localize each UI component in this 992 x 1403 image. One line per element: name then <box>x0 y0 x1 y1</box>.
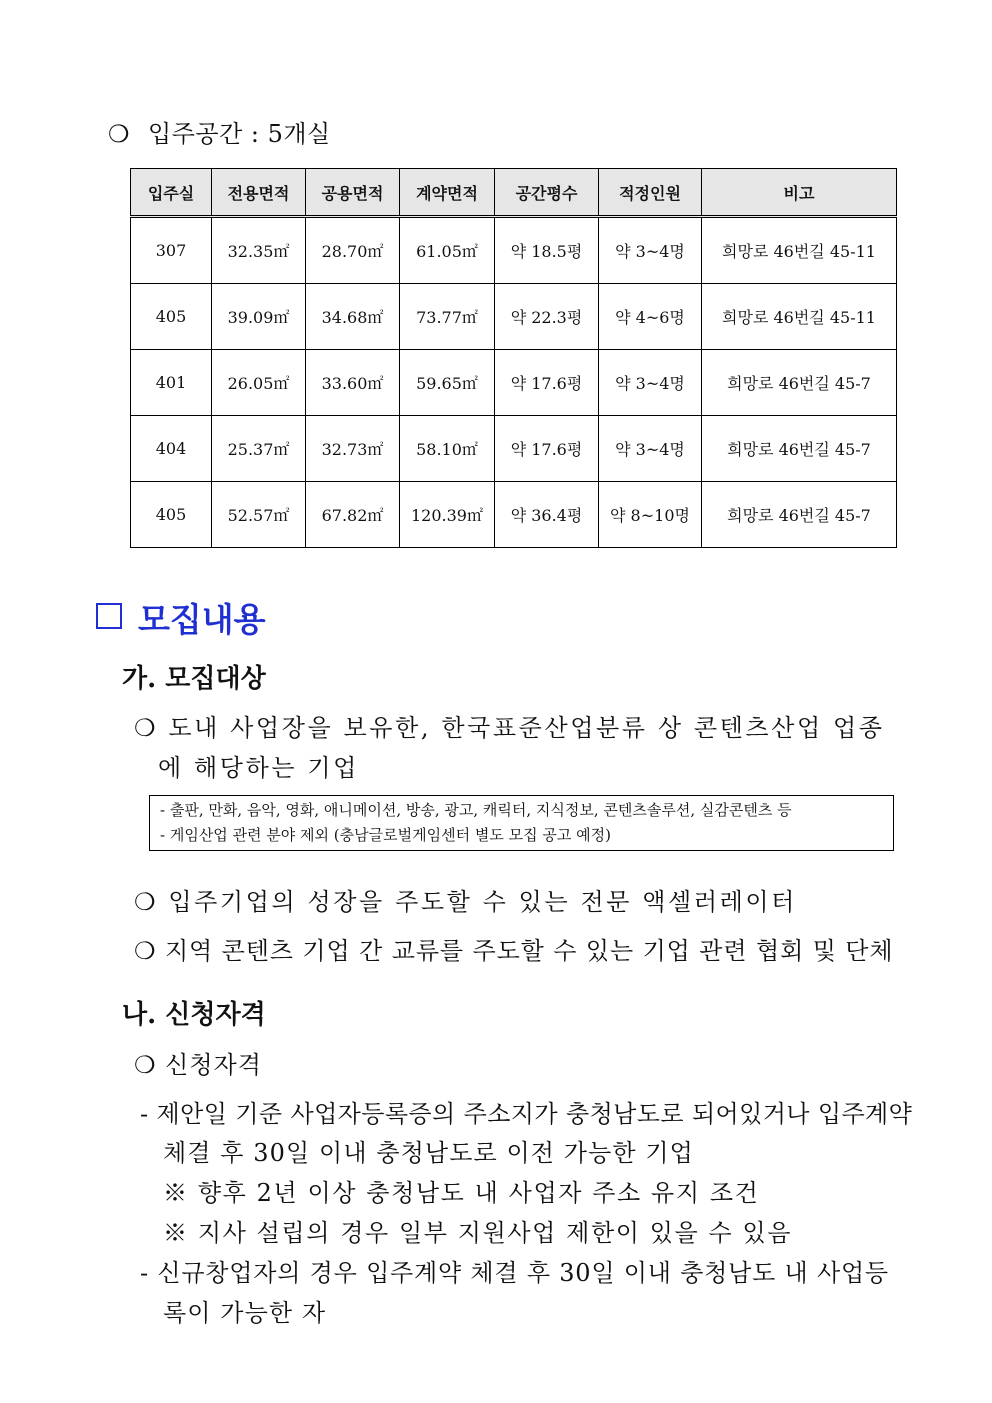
target-item-1 <box>134 708 894 743</box>
cell-contract-area: 61.05㎡ <box>400 217 495 284</box>
cell-common-area: 67.82㎡ <box>306 482 400 548</box>
cell-capacity: 약 3~4명 <box>599 350 702 416</box>
square-bullet-icon <box>96 603 122 629</box>
space-summary-text: 입주공간 : 5개실 <box>148 120 331 148</box>
table-header-row <box>131 169 897 217</box>
cell-room: 405 <box>131 284 212 350</box>
header-remarks: 비고 <box>702 169 897 217</box>
cell-room: 405 <box>131 482 212 548</box>
cell-capacity: 약 8~10명 <box>599 482 702 548</box>
cell-exclusive-area: 32.35㎡ <box>212 217 306 284</box>
eligibility-dash-1-line-2: 체결 후 30일 이내 충청남도로 이전 가능한 기업 <box>163 1139 694 1167</box>
industry-note-box <box>149 795 894 851</box>
cell-contract-area: 120.39㎡ <box>400 482 495 548</box>
table-row <box>131 284 897 350</box>
header-exclusive-area: 전용면적 <box>212 169 306 217</box>
eligibility-note-1: ※ 향후 2년 이상 충청남도 내 사업자 주소 유지 조건 <box>163 1179 760 1207</box>
circle-bullet-icon: ❍ <box>108 120 131 148</box>
cell-pyeong: 약 17.6평 <box>495 416 599 482</box>
cell-capacity: 약 3~4명 <box>599 416 702 482</box>
eligibility-heading: 나. 신청자격 <box>122 1000 266 1030</box>
cell-room: 307 <box>131 217 212 284</box>
rooms-table <box>130 168 897 548</box>
cell-room: 404 <box>131 416 212 482</box>
cell-remarks: 희망로 46번길 45-7 <box>702 350 897 416</box>
eligibility-dash-1-line-1: - 제안일 기준 사업자등록증의 주소지가 충청남도로 되어있거나 입주계약 <box>140 1100 913 1128</box>
cell-pyeong: 약 18.5평 <box>495 217 599 284</box>
target-item-2: ❍ 입주기업의 성장을 주도할 수 있는 전문 액셀러레이터 <box>134 888 797 916</box>
table-row <box>131 217 897 284</box>
cell-exclusive-area: 39.09㎡ <box>212 284 306 350</box>
cell-capacity: 약 3~4명 <box>599 217 702 284</box>
cell-contract-area: 59.65㎡ <box>400 350 495 416</box>
cell-contract-area: 58.10㎡ <box>400 416 495 482</box>
cell-common-area: 34.68㎡ <box>306 284 400 350</box>
cell-pyeong: 약 22.3평 <box>495 284 599 350</box>
cell-pyeong: 약 17.6평 <box>495 350 599 416</box>
target-item-1-line-2: 에 해당하는 기업 <box>158 754 359 782</box>
header-pyeong: 공간평수 <box>495 169 599 217</box>
eligibility-dash-2-line-2: 록이 가능한 자 <box>163 1299 327 1327</box>
space-summary <box>108 114 331 149</box>
table-row <box>131 482 897 548</box>
cell-remarks: 희망로 46번길 45-7 <box>702 482 897 548</box>
cell-remarks: 희망로 46번길 45-7 <box>702 416 897 482</box>
eligibility-item: ❍ 신청자격 <box>134 1051 262 1079</box>
cell-exclusive-area: 52.57㎡ <box>212 482 306 548</box>
cell-contract-area: 73.77㎡ <box>400 284 495 350</box>
eligibility-note-2: ※ 지사 설립의 경우 일부 지원사업 제한이 있을 수 있음 <box>163 1219 793 1247</box>
cell-common-area: 33.60㎡ <box>306 350 400 416</box>
cell-remarks: 희망로 46번길 45-11 <box>702 284 897 350</box>
target-item-3: ❍ 지역 콘텐츠 기업 간 교류를 주도할 수 있는 기업 관련 협회 및 단체 <box>134 937 894 965</box>
cell-pyeong: 약 36.4평 <box>495 482 599 548</box>
eligibility-dash-2-line-1: - 신규창업자의 경우 입주계약 체결 후 30일 이내 충청남도 내 사업등 <box>140 1259 889 1287</box>
section-title-text: 모집내용 <box>138 600 266 639</box>
table-row <box>131 416 897 482</box>
cell-exclusive-area: 26.05㎡ <box>212 350 306 416</box>
table-row <box>131 350 897 416</box>
cell-exclusive-area: 25.37㎡ <box>212 416 306 482</box>
industry-note-line-1: - 출판, 만화, 음악, 영화, 애니메이션, 방송, 광고, 캐릭터, 지식정보, 콘텐츠솔루션, 실감콘텐츠 등 <box>160 801 792 819</box>
cell-capacity: 약 4~6명 <box>599 284 702 350</box>
cell-common-area: 32.73㎡ <box>306 416 400 482</box>
industry-note-line-2: - 게임산업 관련 분야 제외 (충남글로벌게임센터 별도 모집 공고 예정) <box>160 826 611 844</box>
header-room: 입주실 <box>131 169 212 217</box>
header-capacity: 적정인원 <box>599 169 702 217</box>
section-title <box>96 594 266 641</box>
cell-remarks: 희망로 46번길 45-11 <box>702 217 897 284</box>
cell-common-area: 28.70㎡ <box>306 217 400 284</box>
header-common-area: 공용면적 <box>306 169 400 217</box>
target-heading: 가. 모집대상 <box>122 664 266 694</box>
target-item-1-line-1: ❍ 도내 사업장을 보유한, 한국표준산업분류 상 콘텐츠산업 업종 <box>134 714 885 742</box>
cell-room: 401 <box>131 350 212 416</box>
header-contract-area: 계약면적 <box>400 169 495 217</box>
